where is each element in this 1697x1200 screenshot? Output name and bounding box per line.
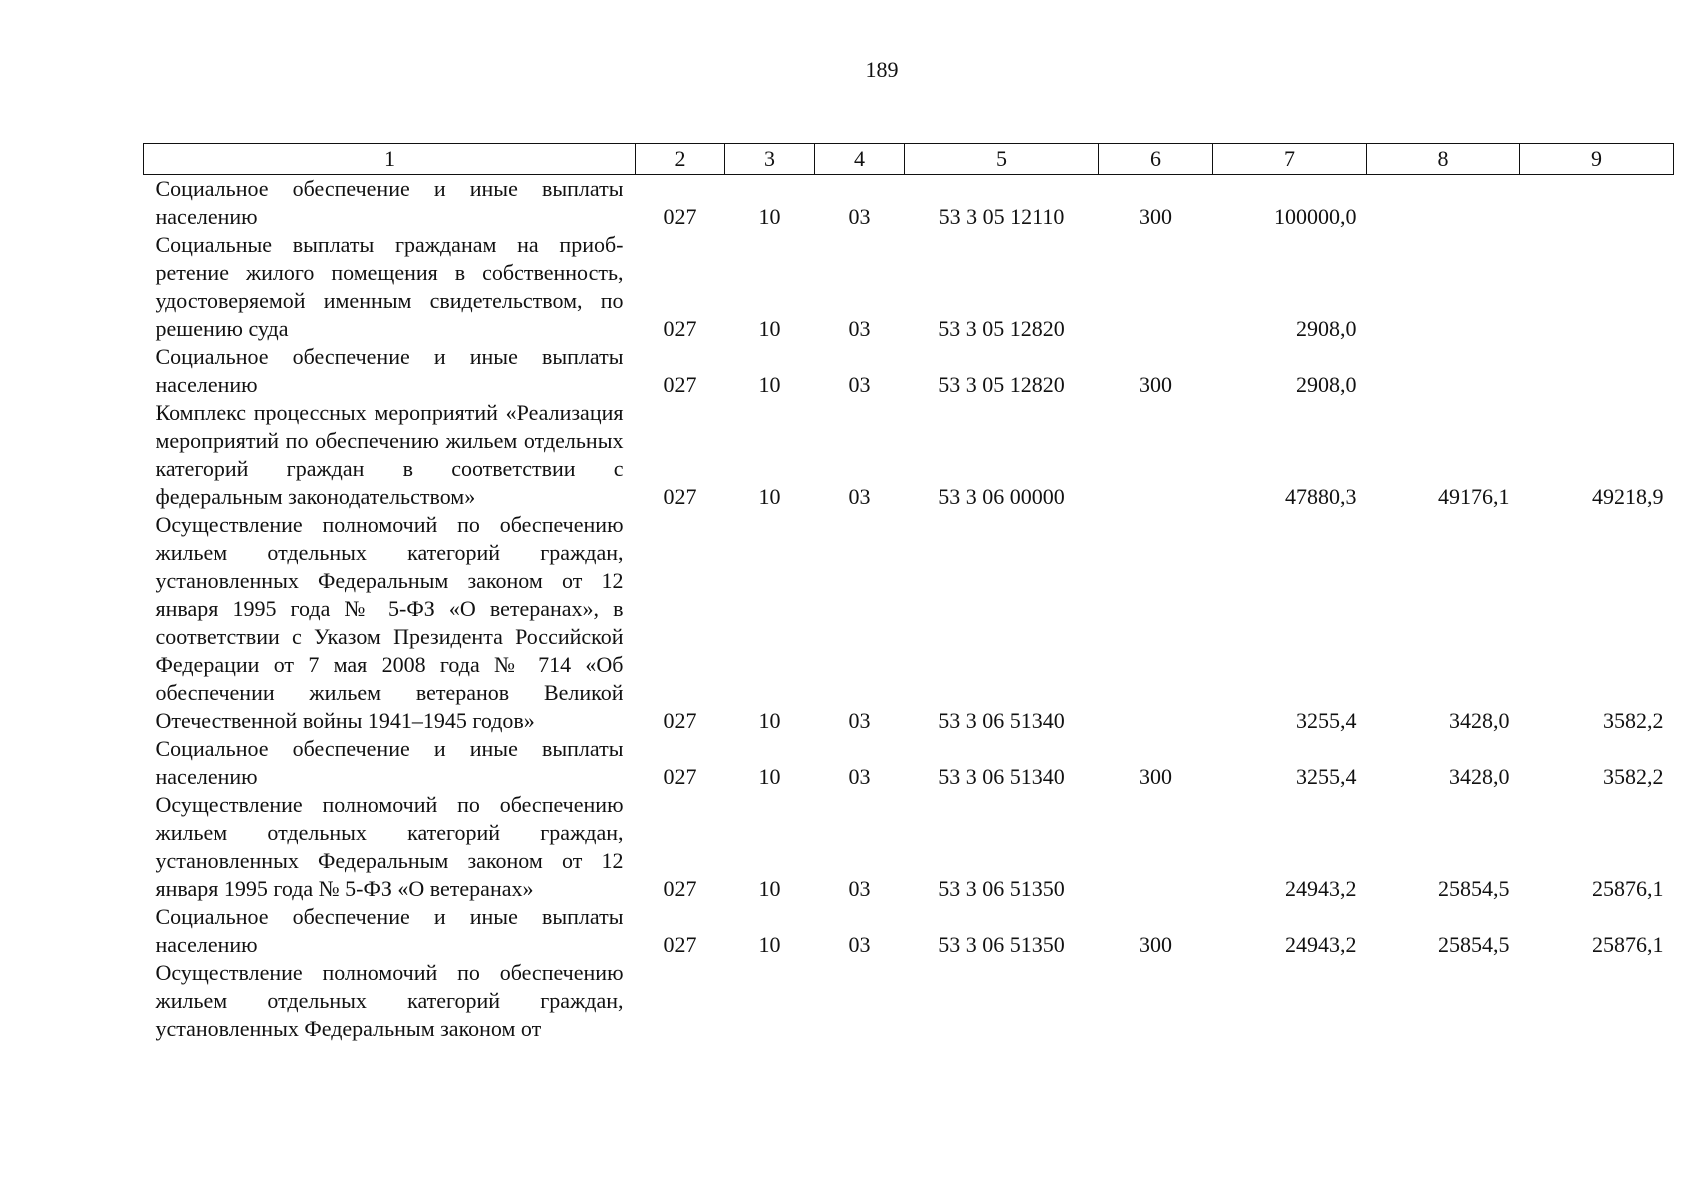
table-row: [144, 511, 1674, 735]
cell-amount-col8: [1367, 231, 1520, 343]
cell-target-article: 53 3 05 12110: [938, 204, 1065, 229]
row-name: Осуществление полномочий по обеспечению жильем отдельных категорий граждан, установленных Федеральным законом от: [155, 960, 624, 1041]
cell-target-article: 53 3 06 51350: [938, 932, 1065, 957]
cell-target-article: 53 3 06 00000: [938, 484, 1065, 509]
row-name: Осуществление полномочий по обеспечению жильем отдельных категорий граждан, установленных Федеральным законом от 12 января 1995 года № 5-ФЗ «О ветеранах»: [155, 792, 624, 901]
cell-expense-type: 300: [1139, 764, 1172, 789]
cell-target-article: [905, 959, 1099, 1043]
cell-subsection: 03: [848, 316, 871, 341]
cell-subsection: 03: [848, 764, 871, 789]
cell-target-article: 53 3 06 51350: [938, 876, 1065, 901]
cell-amount-col7: 3255,4: [1296, 764, 1357, 789]
cell-expense-type: 300: [1139, 204, 1172, 229]
cell-amount-col7: 100000,0: [1274, 204, 1357, 229]
cell-target-article: 53 3 06 51340: [938, 764, 1065, 789]
table-row: [144, 903, 1674, 959]
row-name: Социальные выплаты гражданам на приобретение жилого помещения в собственность, удостоверяемой именным свидетельством, по решению суда: [155, 232, 624, 341]
cell-amount-col8: [1367, 959, 1520, 1043]
cell-amount-col7: 24943,2: [1285, 876, 1357, 901]
cell-amount-col9: [1520, 231, 1674, 343]
cell-expense-type: [1099, 791, 1213, 903]
cell-expense-type: [1099, 959, 1213, 1043]
cell-amount-col9: 3582,2: [1603, 708, 1664, 733]
column-header: 1: [144, 144, 636, 175]
table-row: [144, 343, 1674, 399]
cell-target-article: 53 3 06 51340: [938, 708, 1065, 733]
cell-subsection: 03: [848, 372, 871, 397]
cell-section: 10: [758, 708, 781, 733]
cell-expense-type: 300: [1139, 372, 1172, 397]
cell-expense-type: [1099, 511, 1213, 735]
page-number: 189: [865, 57, 899, 82]
cell-section: 10: [758, 316, 781, 341]
column-header: 2: [636, 144, 725, 175]
cell-section: 10: [758, 876, 781, 901]
cell-ministry-code: 027: [663, 876, 697, 901]
cell-amount-col9: [1520, 343, 1674, 399]
cell-amount-col9: 3582,2: [1603, 764, 1664, 789]
row-name: Социальное обеспечение и иные выплаты населению: [155, 176, 624, 229]
cell-amount-col8: 3428,0: [1449, 708, 1510, 733]
column-header: 3: [725, 144, 815, 175]
cell-subsection: 03: [848, 876, 871, 901]
cell-section: [725, 959, 815, 1043]
cell-amount-col9: 25876,1: [1592, 932, 1664, 957]
cell-amount-col7: 3255,4: [1296, 708, 1357, 733]
cell-amount-col8: 25854,5: [1438, 876, 1510, 901]
cell-ministry-code: 027: [663, 484, 697, 509]
cell-subsection: 03: [848, 932, 871, 957]
cell-amount-col7: 2908,0: [1296, 316, 1357, 341]
cell-amount-col8: 49176,1: [1438, 484, 1510, 509]
table-row: [144, 959, 1674, 1043]
cell-amount-col9: [1520, 175, 1674, 232]
cell-section: 10: [758, 204, 781, 229]
header-row: [144, 144, 1674, 175]
cell-section: 10: [758, 764, 781, 789]
cell-subsection: 03: [848, 204, 871, 229]
cell-amount-col8: 25854,5: [1438, 932, 1510, 957]
table-row: [144, 791, 1674, 903]
cell-amount-col7: [1213, 959, 1367, 1043]
row-name: Социальное обеспечение и иные выплаты населению: [155, 904, 624, 957]
cell-ministry-code: [636, 959, 725, 1043]
cell-section: 10: [758, 484, 781, 509]
row-name: Комплекс процессных мероприятий «Реализация мероприятий по обеспечению жильем отдельных категорий граждан в соответствии с федеральным законодательством»: [155, 400, 624, 509]
cell-ministry-code: 027: [663, 204, 697, 229]
cell-ministry-code: 027: [663, 372, 697, 397]
table-row: [144, 399, 1674, 511]
cell-amount-col9: [1520, 959, 1674, 1043]
cell-subsection: 03: [848, 484, 871, 509]
column-header: 9: [1520, 144, 1674, 175]
column-header: 5: [905, 144, 1099, 175]
column-header: 8: [1367, 144, 1520, 175]
cell-ministry-code: 027: [663, 316, 697, 341]
row-name: Осуществление полномочий по обеспечению жильем отдельных категорий граждан, установленных Федеральным законом от 12 января 1995 года № 5-ФЗ «О ветеранах», в соответствии с Указом Президента Российской Федерации от 7 мая 2008 года № 714 «Об обеспечении жильем ветеранов Великой Отечественной войны 1941–1945 годов»: [155, 512, 624, 733]
cell-section: 10: [758, 932, 781, 957]
table-row: [144, 735, 1674, 791]
cell-target-article: 53 3 05 12820: [938, 372, 1065, 397]
cell-amount-col8: 3428,0: [1449, 764, 1510, 789]
cell-subsection: 03: [848, 708, 871, 733]
table-row: [144, 175, 1674, 232]
cell-amount-col7: 2908,0: [1296, 372, 1357, 397]
budget-table: [143, 143, 1674, 1043]
cell-ministry-code: 027: [663, 708, 697, 733]
row-name: Социальное обеспечение и иные выплаты населению: [155, 736, 624, 789]
cell-amount-col7: 47880,3: [1285, 484, 1357, 509]
cell-section: 10: [758, 372, 781, 397]
cell-ministry-code: 027: [663, 764, 697, 789]
cell-amount-col8: [1367, 175, 1520, 232]
cell-amount-col9: 49218,9: [1592, 484, 1664, 509]
cell-amount-col8: [1367, 343, 1520, 399]
cell-expense-type: [1099, 231, 1213, 343]
row-name: Социальное обеспечение и иные выплаты населению: [155, 344, 624, 397]
column-header: 7: [1213, 144, 1367, 175]
cell-subsection: [815, 959, 905, 1043]
cell-target-article: 53 3 05 12820: [938, 316, 1065, 341]
column-header: 4: [815, 144, 905, 175]
table-row: [144, 231, 1674, 343]
cell-ministry-code: 027: [663, 932, 697, 957]
cell-expense-type: 300: [1139, 932, 1172, 957]
column-header: 6: [1099, 144, 1213, 175]
cell-amount-col9: 25876,1: [1592, 876, 1664, 901]
cell-amount-col7: 24943,2: [1285, 932, 1357, 957]
cell-expense-type: [1099, 399, 1213, 511]
